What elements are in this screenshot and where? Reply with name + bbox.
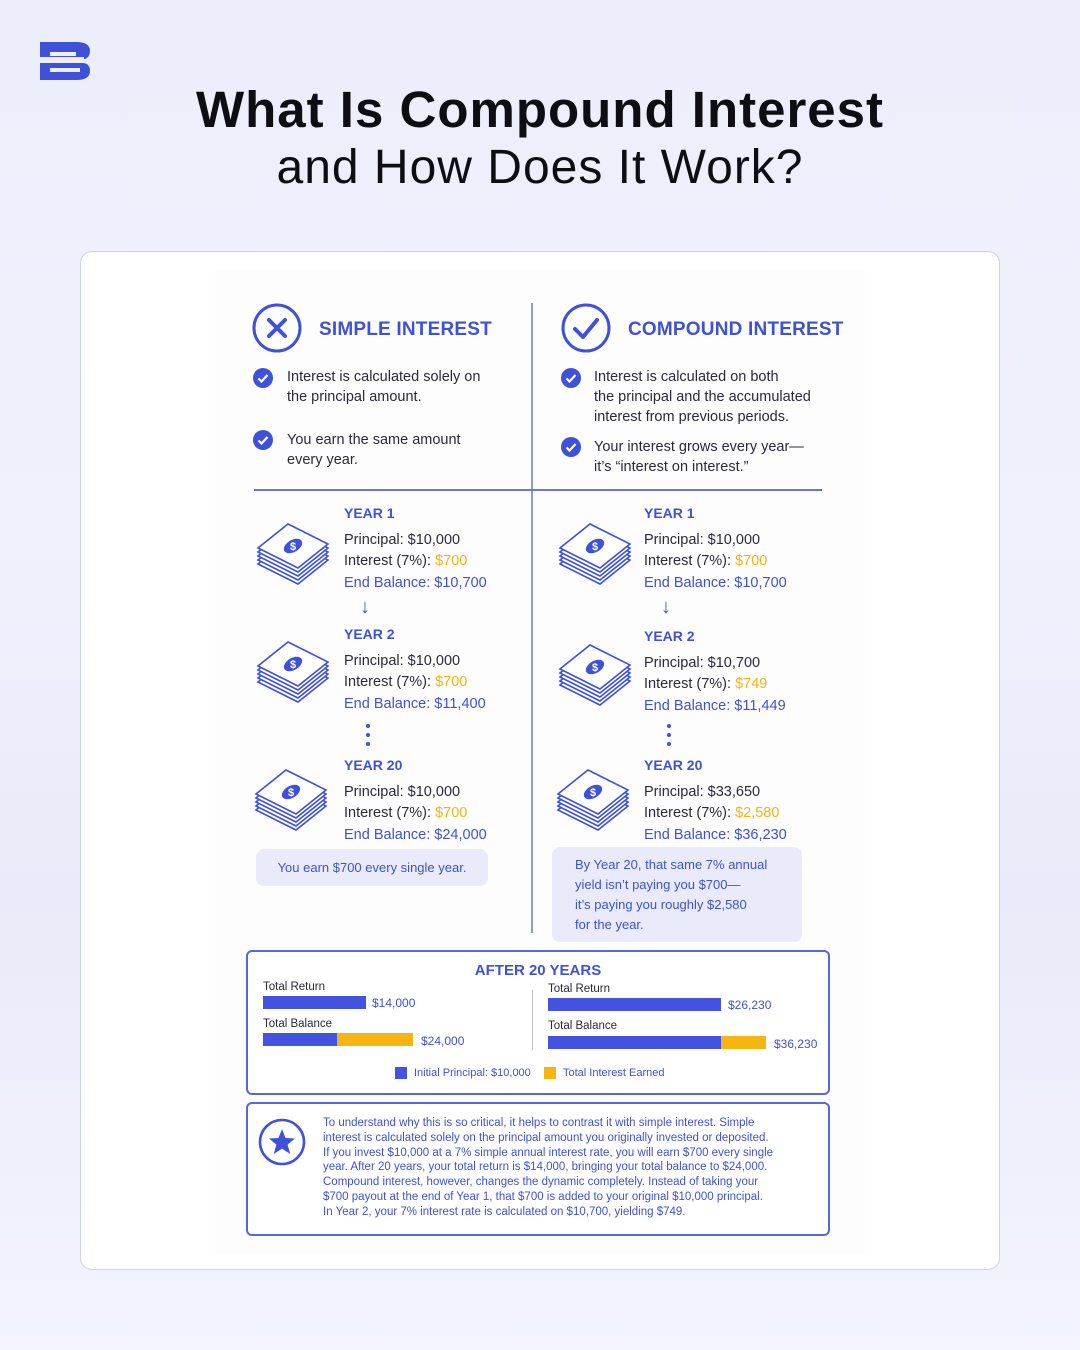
svg-text:$: $ bbox=[289, 541, 297, 553]
simple-total-return-value: $14,000 bbox=[372, 996, 416, 1010]
simple-balance-interest-bar bbox=[337, 1033, 413, 1046]
money-stack-icon bbox=[254, 638, 330, 708]
explanation-panel bbox=[246, 1102, 830, 1236]
section-divider bbox=[254, 489, 822, 491]
money-stack-icon bbox=[556, 641, 632, 711]
after-20-years-panel bbox=[246, 950, 830, 1095]
compound-return-bar bbox=[548, 998, 721, 1011]
page-title: What Is Compound Interest bbox=[196, 81, 884, 138]
compound-year-1: YEAR 1 Principal: $10,000 Interest (7%): $700 End Balance: $10,700 bbox=[644, 505, 787, 591]
compound-year-20: YEAR 20 Principal: $33,650 Interest (7%): $2,580 End Balance: $36,230 bbox=[644, 757, 787, 843]
star-circle-icon bbox=[258, 1118, 306, 1166]
brand-logo-icon bbox=[38, 40, 92, 82]
svg-text:$: $ bbox=[589, 787, 597, 799]
simple-total-return-label: Total Return bbox=[263, 981, 326, 993]
money-stack-icon bbox=[554, 766, 630, 836]
ellipsis-dots-icon bbox=[366, 724, 370, 751]
check-circle-icon bbox=[561, 303, 611, 353]
compound-total-return-value: $26,230 bbox=[728, 998, 772, 1012]
svg-text:$: $ bbox=[287, 787, 295, 799]
after-20-years-title: AFTER 20 YEARS bbox=[474, 962, 602, 979]
column-divider bbox=[531, 303, 533, 933]
compound-summary-note: By Year 20, that same 7% annual yield isn’t paying you $700— it’s paying you roughly $2,580 for the year. bbox=[552, 847, 802, 942]
check-icon bbox=[561, 368, 581, 388]
check-icon bbox=[253, 368, 273, 388]
compound-bullet-1: Interest is calculated on both the principal and the accumulated interest from previous periods. bbox=[594, 369, 811, 425]
simple-total-balance-label: Total Balance bbox=[263, 1018, 333, 1030]
ellipsis-dots-icon bbox=[667, 724, 671, 751]
svg-text:$: $ bbox=[289, 659, 297, 671]
legend-principal-label: Initial Principal: $10,000 bbox=[414, 1067, 531, 1079]
simple-summary-note: You earn $700 every single year. bbox=[256, 849, 488, 886]
panel-divider bbox=[532, 990, 533, 1050]
compound-total-balance-value: $36,230 bbox=[774, 1037, 818, 1051]
down-arrow-icon: ↓ bbox=[360, 596, 370, 618]
simple-total-balance-value: $24,000 bbox=[421, 1034, 465, 1048]
compound-total-return-label: Total Return bbox=[548, 983, 611, 995]
check-icon bbox=[561, 437, 581, 457]
simple-year-1: YEAR 1 Principal: $10,000 Interest (7%): $700 End Balance: $10,700 bbox=[344, 505, 487, 591]
compound-total-balance-label: Total Balance bbox=[548, 1020, 618, 1032]
compound-balance-principal-bar bbox=[548, 1036, 721, 1049]
simple-bullet-1: Interest is calculated solely on the principal amount. bbox=[287, 369, 481, 405]
explanation-text: To understand why this is so critical, it helps to contrast it with simple interest. Simple interest is calculated solely on the principal amount you originally invested or deposited. If you invest $10,000 at a 7% simple annual interest rate, you will earn $700 every single year. After 20 years, your total return is $14,000, bringing your total balance to $24,000. Compound interest, however, changes the dynamic completely. Instead of taking your $700 payout at the end of Year 1, that $700 is added to your original $10,000 principal. In Year 2, your 7% interest rate is calculated on $10,700, yielding $749. bbox=[323, 1117, 774, 1218]
legend-principal-swatch bbox=[395, 1067, 407, 1079]
money-stack-icon bbox=[252, 766, 328, 836]
simple-year-2: YEAR 2 Principal: $10,000 Interest (7%): $700 End Balance: $11,400 bbox=[344, 626, 486, 712]
compound-interest-title: COMPOUND INTEREST bbox=[628, 319, 844, 340]
compound-bullet-2: Your interest grows every year— it’s “interest on interest.” bbox=[594, 439, 804, 475]
svg-text:$: $ bbox=[591, 541, 599, 553]
money-stack-icon bbox=[254, 520, 330, 590]
legend-interest-swatch bbox=[544, 1067, 556, 1079]
x-circle-icon bbox=[252, 303, 302, 353]
compound-balance-interest-bar bbox=[721, 1036, 766, 1049]
page-subtitle: and How Does It Work? bbox=[276, 141, 804, 194]
svg-text:$: $ bbox=[591, 662, 599, 674]
simple-balance-principal-bar bbox=[263, 1033, 337, 1046]
down-arrow-icon: ↓ bbox=[661, 596, 671, 618]
money-stack-icon bbox=[556, 520, 632, 590]
legend-interest-label: Total Interest Earned bbox=[563, 1067, 665, 1079]
compound-year-2: YEAR 2 Principal: $10,700 Interest (7%): $749 End Balance: $11,449 bbox=[644, 628, 786, 714]
simple-year-20: YEAR 20 Principal: $10,000 Interest (7%): $700 End Balance: $24,000 bbox=[344, 757, 487, 843]
simple-bullet-2: You earn the same amount every year. bbox=[287, 432, 461, 468]
simple-return-principal-bar bbox=[263, 996, 366, 1009]
check-icon bbox=[253, 430, 273, 450]
simple-interest-title: SIMPLE INTEREST bbox=[319, 319, 492, 340]
